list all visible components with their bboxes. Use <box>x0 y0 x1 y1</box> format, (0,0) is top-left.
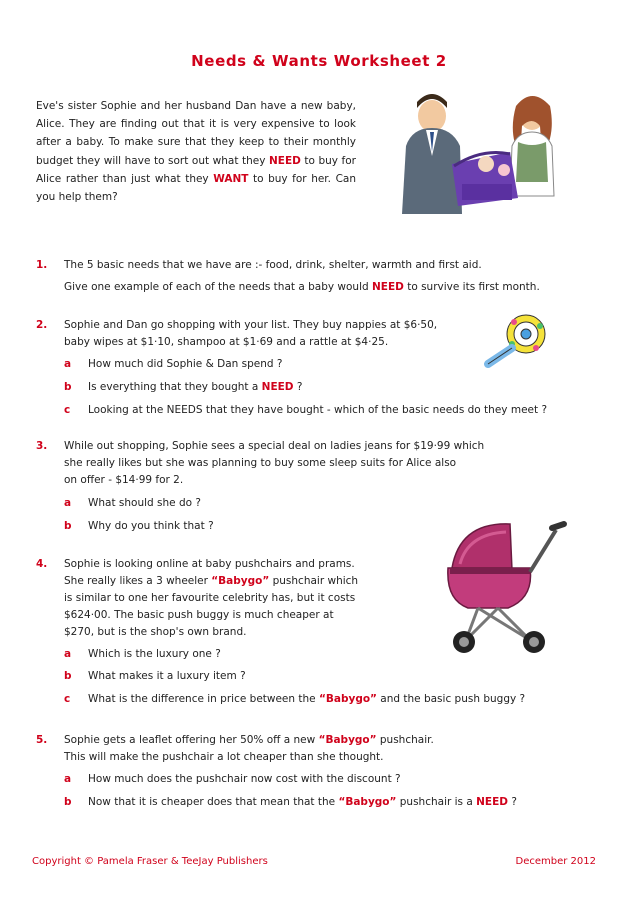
question-3b-text: Why do you think that ? <box>88 520 214 532</box>
question-2-line-2: baby wipes at $1·10, shampoo at $1·69 and a rattle at $4·25. <box>64 336 389 348</box>
question-4-line-5: $270, but is the shop's own brand. <box>64 626 247 638</box>
question-2b-text <box>88 378 302 396</box>
question-3a-letter: a <box>64 497 72 509</box>
question-5-brand: “Babygo” <box>318 734 377 746</box>
intro-want-keyword: WANT <box>213 172 249 185</box>
footer-copyright: Copyright © Pamela Fraser & TeeJay Publishers <box>32 856 268 867</box>
question-2a-letter: a <box>64 358 72 370</box>
question-3-number: 3. <box>36 440 48 452</box>
question-4b-text: What makes it a luxury item ? <box>88 670 246 682</box>
question-4c-post: and the basic push buggy ? <box>376 693 526 705</box>
question-4-line-2-pre: She really likes a 3 wheeler <box>64 575 212 587</box>
question-2c-letter: c <box>64 404 71 416</box>
question-4-line-3: is similar to one her favourite celebrity has, but it costs <box>64 592 356 604</box>
question-2b-post: ? <box>293 381 303 393</box>
question-5a-text: How much does the pushchair now cost with the discount ? <box>88 773 401 785</box>
question-4a-text: Which is the luxury one ? <box>88 648 221 660</box>
question-3b-letter: b <box>64 520 72 532</box>
question-2 <box>36 316 606 416</box>
intro-paragraph <box>36 97 356 206</box>
question-4-line-2 <box>64 572 358 590</box>
question-2-line-1: Sophie and Dan go shopping with your list. They buy nappies at $6·50, <box>64 319 438 331</box>
question-1-line-2b: to survive its first month. <box>403 281 540 293</box>
question-4a-letter: a <box>64 648 72 660</box>
question-5b-post: ? <box>508 796 517 808</box>
question-2b-letter: b <box>64 381 72 393</box>
intro-text-3: to buy for her. Can you help them? <box>36 172 356 204</box>
question-2b-pre: Is everything that they bought a <box>88 381 262 393</box>
question-1-need-keyword: NEED <box>372 281 404 293</box>
question-2b-need-keyword: NEED <box>261 381 294 393</box>
question-4c-text <box>88 690 525 708</box>
question-3-line-3: on offer - $14·99 for 2. <box>64 474 184 486</box>
question-3a-text: What should she do ? <box>88 497 201 509</box>
question-5-number: 5. <box>36 734 48 746</box>
question-4c-pre: What is the difference in price between the <box>88 693 319 705</box>
question-4b-letter: b <box>64 670 72 682</box>
question-3-line-1: While out shopping, Sophie sees a special deal on ladies jeans for $19·99 which <box>64 440 485 452</box>
question-4-brand: “Babygo” <box>211 575 270 587</box>
question-5b-need-keyword: NEED <box>476 796 508 808</box>
question-5-line-1-post: pushchair. <box>376 734 434 746</box>
question-4c-letter: c <box>64 693 71 705</box>
intro-need-keyword: NEED <box>268 154 301 167</box>
question-4-line-1: Sophie is looking online at baby pushchairs and prams. <box>64 558 355 570</box>
intro-text-1: Eve's sister Sophie and her husband Dan have a new baby, Alice. They are finding out that it is very expensive to look after a baby. To make sure that they keep to their monthly budget they will have to sort out what they <box>36 100 356 167</box>
question-2-number: 2. <box>36 319 48 331</box>
question-1 <box>36 256 606 296</box>
question-3-line-2: she really likes but she was planning to buy some sleep suits for Alice also <box>64 457 457 469</box>
page-title: Needs & Wants Worksheet 2 <box>191 52 447 70</box>
question-1-line-2a: Give one example of each of the needs that a baby would <box>64 281 373 293</box>
question-5-line-1 <box>64 731 434 749</box>
question-5b-brand: “Babygo” <box>338 796 397 808</box>
question-4c-brand: “Babygo” <box>318 693 377 705</box>
question-4-line-4: $624·00. The basic push buggy is much cheaper at <box>64 609 334 621</box>
question-4 <box>36 555 606 710</box>
question-5-line-1-pre: Sophie gets a leaflet offering her 50% off a new <box>64 734 319 746</box>
question-2a-text: How much did Sophie & Dan spend ? <box>88 358 283 370</box>
question-4-number: 4. <box>36 558 48 570</box>
question-2c-text: Looking at the NEEDS that they have bought - which of the basic needs do they meet ? <box>88 404 548 416</box>
question-5b-mid: pushchair is a <box>396 796 477 808</box>
question-5b-letter: b <box>64 796 72 808</box>
question-5b-text <box>88 793 517 811</box>
question-4-line-2-post: pushchair which <box>269 575 359 587</box>
question-5a-letter: a <box>64 773 72 785</box>
question-5-line-2: This will make the pushchair a lot cheaper than she thought. <box>64 751 384 763</box>
question-5b-pre: Now that it is cheaper does that mean that the <box>88 796 339 808</box>
question-1-line-1: The 5 basic needs that we have are :- food, drink, shelter, warmth and first aid. <box>64 259 482 271</box>
question-1-line-2 <box>64 278 540 296</box>
couple-with-pram-illustration <box>392 86 592 214</box>
footer-date: December 2012 <box>515 856 596 867</box>
intro-text-2: to buy for Alice rather than just what they <box>36 154 356 185</box>
question-5 <box>36 731 606 811</box>
question-1-number: 1. <box>36 259 48 271</box>
